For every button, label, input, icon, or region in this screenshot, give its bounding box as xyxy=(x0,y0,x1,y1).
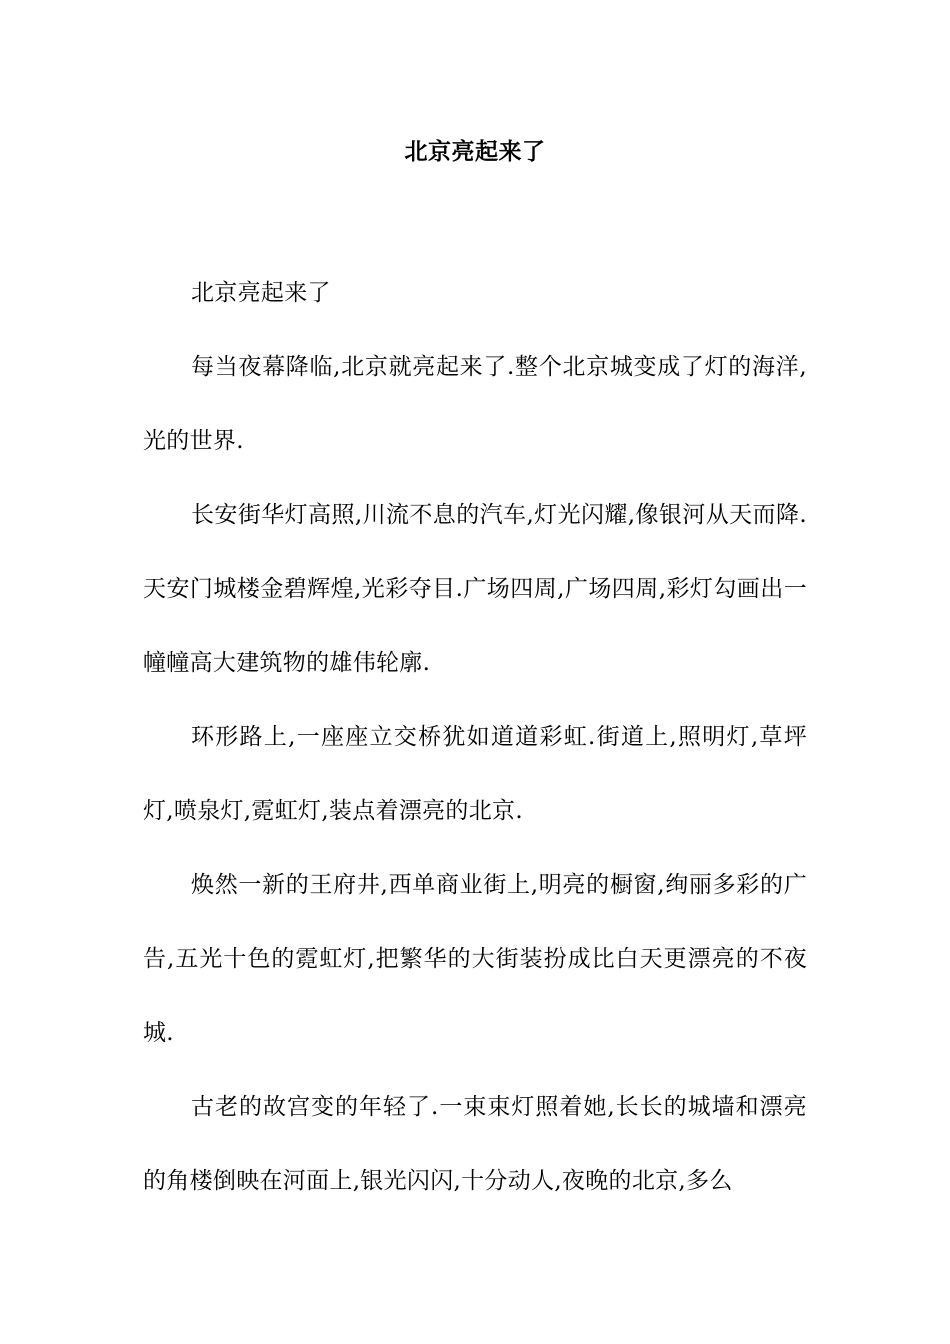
document-title: 北京亮起来了 xyxy=(404,139,546,165)
paragraph: 每当夜幕降临,北京就亮起来了.整个北京城变成了灯的海洋,光的世界. xyxy=(143,354,807,454)
paragraph: 长安街华灯高照,川流不息的汽车,灯光闪耀,像银河从天而降.天安门城楼金碧辉煌,光彩夺目.广场四周,广场四周,彩灯勾画出一幢幢高大建筑物的雄伟轮廓. xyxy=(143,502,807,676)
paragraph-heading: 北京亮起来了 xyxy=(191,280,331,306)
document-body xyxy=(143,256,807,1218)
paragraph: 古老的故宫变的年轻了.一束束灯照着她,长长的城墙和漂亮的角楼倒映在河面上,银光闪闪,十分动人,夜晚的北京,多么 xyxy=(143,1094,807,1194)
paragraph: 焕然一新的王府井,西单商业街上,明亮的橱窗,绚丽多彩的广告,五光十色的霓虹灯,把繁华的大街装扮成比白天更漂亮的不夜城. xyxy=(143,872,807,1046)
paragraph: 环形路上,一座座立交桥犹如道道彩虹.街道上,照明灯,草坪灯,喷泉灯,霓虹灯,装点着漂亮的北京. xyxy=(143,724,807,824)
